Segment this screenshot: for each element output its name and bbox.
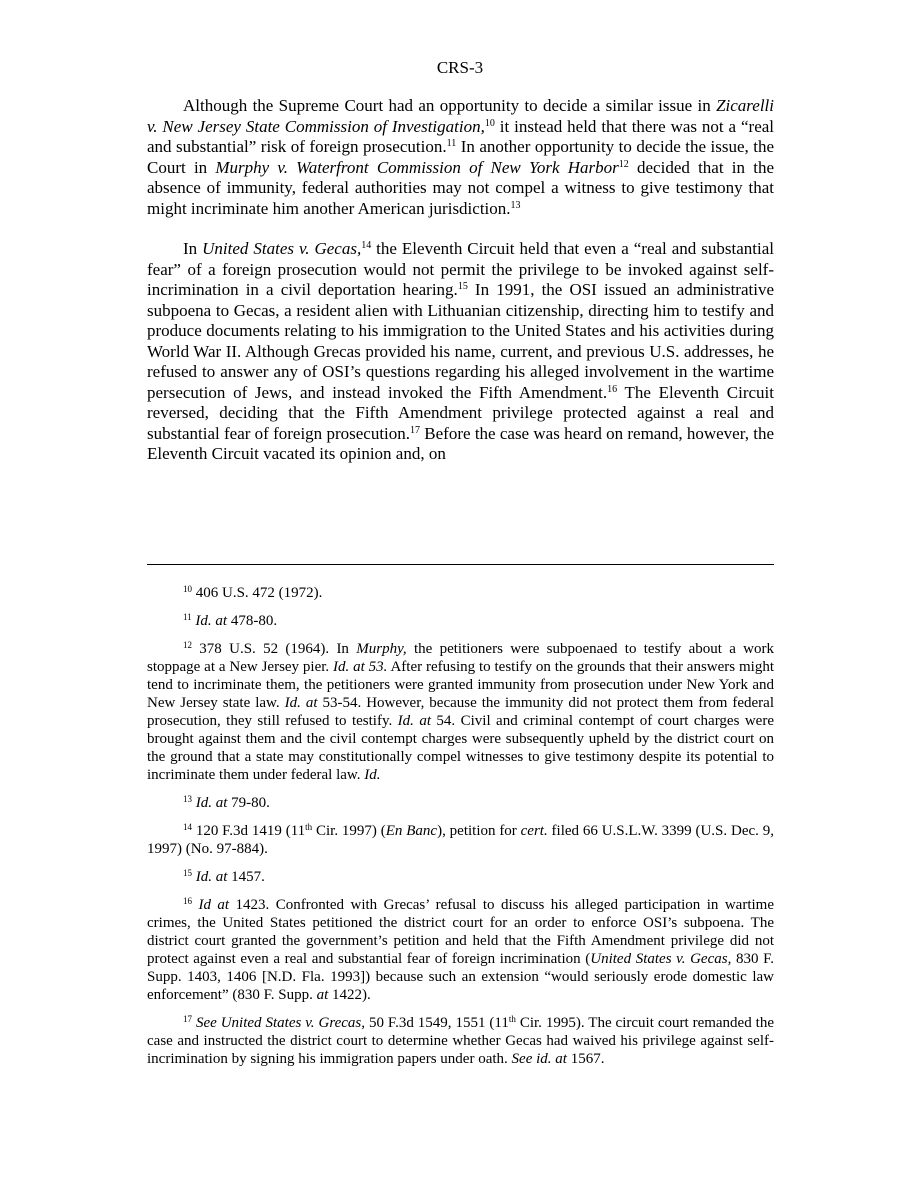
footnote-ref: 10 <box>484 117 495 129</box>
case-name: Murphy v. Waterfront Commission of New York Harbor <box>215 157 619 177</box>
footnote-12: $^{12}$ 378 U.S. 52 (1964). In Murphy, the petitioners were subpoenaed to testify about a work stoppage at a New Jersey pier. Id. at 53. After refusing to testify on the grounds that their answers might tend to incriminate them, the petitioners were granted immunity from prosecution under New York and New Jersey state law. Id. at 53-54. However, because the immunity did not protect them from federal prosecution, they still refused to testify. Id. at 54. Civil and criminal contempt of court charges were brought against them and the civil contempt charges were subsequently upheld by the district court on the ground that a state may constitutionally compel witnesses to give testimony despite its potential to incriminate them under federal law. Id. <box>147 640 774 783</box>
body-text <box>147 96 774 485</box>
footnote-ref: 17 <box>410 424 421 436</box>
case-name: Zicarelli v. New Jersey State Commission of Investigation, <box>147 96 774 136</box>
footnote-ref: 16 <box>607 383 618 395</box>
footnote-10: $^{10}$ 406 U.S. 472 (1972). <box>183 584 323 601</box>
footnote-divider <box>147 564 774 565</box>
footnote-ref: 11 <box>446 138 457 149</box>
case-name: United States v. Gecas, <box>202 239 362 258</box>
footnote-15: $^{15}$ Id. at 1457. <box>183 868 265 885</box>
footnote-ref: 12 <box>618 158 629 170</box>
footnote-11: $^{11}$ Id. at 478-80. <box>183 612 278 629</box>
footnote-17: $^{17}$ See United States v. Grecas, 50 F.3d 1549, 1551 (11th Cir. 1995). The circuit court remanded the case and instructed the district court to determine whether Gecas had waived his privilege against self-incrimination by signing his immigration papers under oath. See id. at 1567. <box>147 1014 774 1067</box>
footnote-13: $^{13}$ Id. at 79-80. <box>183 794 270 811</box>
paragraph-gecas: In United States v. Gecas,$^{14}$ the Eleventh Circuit held that even a “real and substantial fear” of a foreign prosecution would not permit the privilege to be invoked against self-incrimination in a civil deportation hearing.$^{15}$ In 1991, the OSI issued an administrative subpoena to Gecas, a resident alien with Lithuanian citizenship, directing him to testify and produce documents relating to his immigration to the United States and his activities during World War II. Although Grecas provided his name, current, and previous U.S. addresses, he refused to answer any of OSI’s questions regarding his alleged involvement in the wartime persecution of Jews, and instead invoked the Fifth Amendment.$^{16}$ The Eleventh Circuit reversed, deciding that the Fifth Amendment privilege protected against a real and substantial fear of foreign prosecution.$^{17}$ Before the case was heard on remand, however, the Eleventh Circuit vacated its opinion and, on <box>147 239 774 463</box>
paragraph-zicarelli: Although the Supreme Court had an opportunity to decide a similar issue in Zicarelli v. New Jersey State Commission of Investigation,$^{10}$ it instead held that there was not a “real and substantial” risk of foreign prosecution.$^{11}$ In another opportunity to decide the issue, the Court in Murphy v. Waterfront Commission of New York Harbor$^{12}$ decided that in the absence of immunity, federal authorities may not compel a witness to give testimony that might incriminate him another American jurisdiction.$^{13}$ <box>147 96 775 218</box>
footnote-16: $^{16}$ Id at 1423. Confronted with Grecas’ refusal to discuss his alleged participation in wartime crimes, the United States petitioned the district court for an order to enforce OSI’s subpoena. The district court granted the government’s petition and held that the Fifth Amendment privilege did not protect against even a real and substantial fear of foreign incrimination (United States v. Gecas, 830 F. Supp. 1403, 1406 [N.D. Fla. 1993]) because such an extension “would seriously erode domestic law enforcement” (830 F. Supp. at 1422). <box>147 896 774 1003</box>
footnotes <box>147 584 774 1078</box>
footnote-14: $^{14}$ 120 F.3d 1419 (11th Cir. 1997) (En Banc), petition for cert. filed 66 U.S.L.W. 3399 (U.S. Dec. 9, 1997) (No. 97-884). <box>147 822 774 857</box>
page-number: CRS-3 <box>436 58 484 77</box>
footnote-ref: 15 <box>457 281 468 292</box>
footnote-ref: 14 <box>361 240 372 251</box>
footnote-ref: 13 <box>510 199 521 211</box>
